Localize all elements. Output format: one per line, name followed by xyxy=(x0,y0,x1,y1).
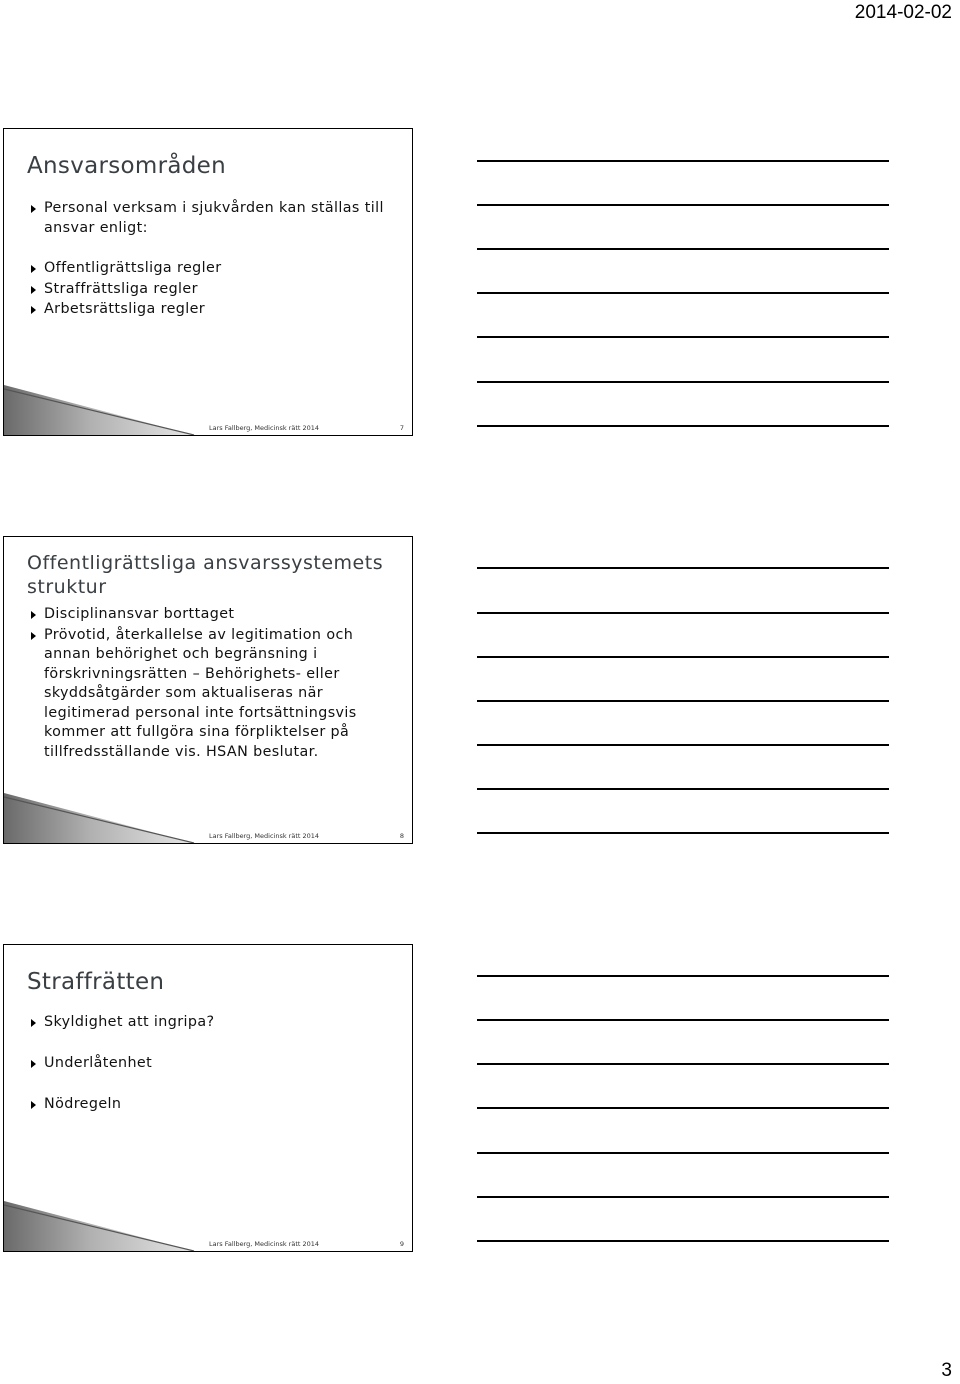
bullet-arrow-icon xyxy=(31,1060,36,1068)
bullet-list xyxy=(28,605,394,762)
notes-line xyxy=(477,1240,889,1242)
slide-footer: Lars Fallberg, Medicinsk rätt 2014 xyxy=(209,832,320,840)
notes-line xyxy=(477,160,889,162)
bullet-arrow-icon xyxy=(31,286,36,294)
notes-line xyxy=(477,1152,889,1154)
slide-title: Offentligrättsliga ansvarssystemets struktur xyxy=(27,552,384,598)
notes-line xyxy=(477,248,889,250)
notes-line xyxy=(477,292,889,294)
notes-line xyxy=(477,700,889,702)
slide-8 xyxy=(3,536,413,844)
page-date: 2014-02-02 xyxy=(854,2,952,23)
slide-footer: Lars Fallberg, Medicinsk rätt 2014 xyxy=(209,1240,320,1248)
bullet-item: Nödregeln xyxy=(28,1095,394,1115)
bullet-item: Offentligrättsliga regler xyxy=(28,259,394,279)
page-number: 3 xyxy=(941,1360,952,1381)
notes-line xyxy=(477,336,889,338)
bullet-item: Disciplinansvar borttaget xyxy=(28,605,394,625)
bullet-arrow-icon xyxy=(31,265,36,273)
bullet-list xyxy=(28,1013,394,1115)
notes-line xyxy=(477,612,889,614)
notes-line xyxy=(477,567,889,569)
bullet-arrow-icon xyxy=(31,611,36,619)
bullet-item: Skyldighet att ingripa? xyxy=(28,1013,394,1033)
notes-line xyxy=(477,656,889,658)
slide-7 xyxy=(3,128,413,436)
slide-9 xyxy=(3,944,413,1252)
notes-line xyxy=(477,204,889,206)
slide-title: Straffrätten xyxy=(27,969,165,995)
bullet-list xyxy=(28,199,394,320)
notes-line xyxy=(477,1107,889,1109)
bullet-arrow-icon xyxy=(31,632,36,640)
notes-line xyxy=(477,425,889,427)
notes-line xyxy=(477,1063,889,1065)
slide-number: 7 xyxy=(399,424,404,432)
bullet-item: Arbetsrättsliga regler xyxy=(28,300,394,320)
slide-title: Ansvarsområden xyxy=(27,153,226,179)
notes-line xyxy=(477,788,889,790)
slide-number: 8 xyxy=(399,832,404,840)
bullet-arrow-icon xyxy=(31,205,36,213)
notes-line xyxy=(477,381,889,383)
bullet-arrow-icon xyxy=(31,1019,36,1027)
notes-line xyxy=(477,832,889,834)
bullet-arrow-icon xyxy=(31,306,36,314)
bullet-item: Prövotid, återkallelse av legitimation och annan behörighet och begränsning i förskrivningsrätten – Behörighets- eller skyddsåtgärder som aktualiseras när legitimerad personal inte fortsättningsvis kommer att fullgöra sina förpliktelser på tillfredsställande vis. HSAN beslutar. xyxy=(28,626,376,763)
bullet-arrow-icon xyxy=(31,1101,36,1109)
slide-footer: Lars Fallberg, Medicinsk rätt 2014 xyxy=(209,424,320,432)
notes-line xyxy=(477,1019,889,1021)
notes-line xyxy=(477,1196,889,1198)
notes-line xyxy=(477,975,889,977)
bullet-item: Personal verksam i sjukvården kan ställas till ansvar enligt: xyxy=(28,199,389,238)
slide-number: 9 xyxy=(399,1240,404,1248)
bullet-item: Straffrättsliga regler xyxy=(28,280,394,300)
notes-line xyxy=(477,744,889,746)
bullet-item: Underlåtenhet xyxy=(28,1054,394,1074)
